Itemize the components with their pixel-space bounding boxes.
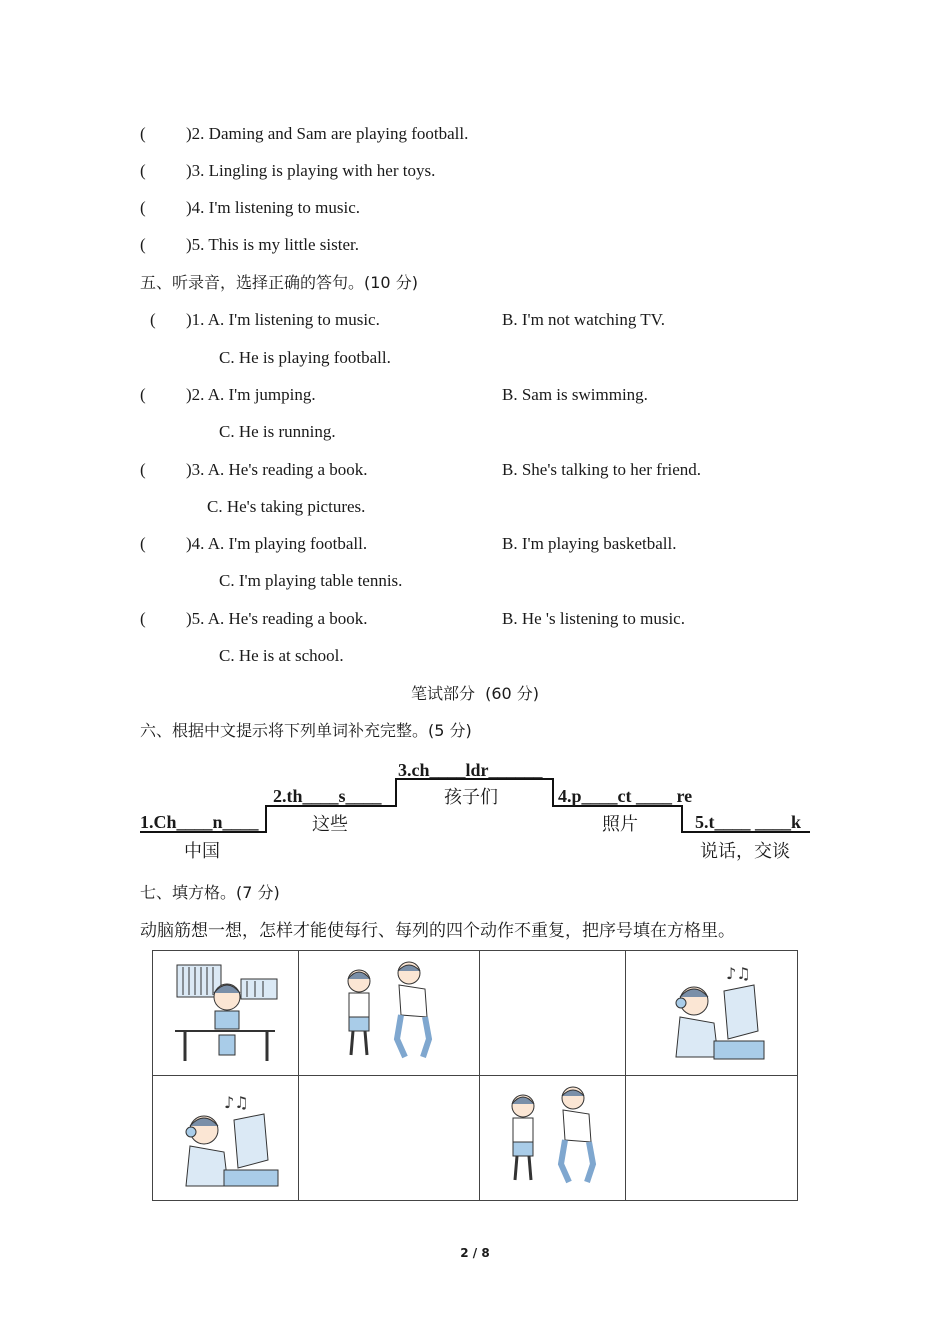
s5-q4-b: B. I'm playing basketball. (502, 534, 677, 553)
s4-item-4: ( )4. I'm listening to music. (140, 198, 361, 217)
grid-cell-empty-2[interactable] (299, 1076, 480, 1201)
word-2-hint: 这些 (312, 814, 348, 835)
s4-item-2: ( )2. Daming and Sam are playing football. (140, 124, 469, 143)
answer-paren[interactable]: ( (140, 124, 146, 143)
grid-cell-talking[interactable] (299, 951, 480, 1076)
s5-q1: ( )1. A. I'm listening to music. (150, 310, 380, 329)
s5-q1-c: C. He is playing football. (219, 348, 391, 367)
written-part-title: 笔试部分 (60 分) (410, 684, 540, 703)
grid-cell-music[interactable] (626, 951, 798, 1076)
s5-q2-c: C. He is running. (219, 422, 336, 441)
talking-people-icon (329, 959, 449, 1067)
word-5-hint: 说话，交谈 (700, 841, 790, 862)
s5-q3: ( )3. A. He's reading a book. (140, 460, 368, 479)
s5-q4: ( )4. A. I'm playing football. (140, 534, 368, 553)
answer-paren[interactable]: ( (140, 609, 146, 628)
svg-text:♪♫: ♪♫ (223, 1093, 249, 1112)
word-3[interactable]: 3.ch____ldr______ (398, 760, 543, 780)
s5-q5-c: C. He is at school. (219, 646, 344, 665)
word-4-hint: 照片 (602, 814, 638, 835)
answer-paren[interactable]: ( (140, 385, 146, 404)
boy-reading-icon (171, 961, 281, 1065)
grid-cell-empty-1[interactable] (480, 951, 626, 1076)
section5-heading: 五、听录音，选择正确的答句。(10 分) (140, 273, 418, 292)
action-grid (152, 950, 798, 1201)
answer-paren[interactable]: ( (140, 460, 146, 479)
s5-q3-b: B. She's talking to her friend. (502, 460, 702, 479)
s4-item-5: ( )5. This is my little sister. (140, 235, 360, 254)
word-1[interactable]: 1.Ch____n____ (140, 812, 259, 832)
word-5[interactable]: 5.t____ ____k (695, 812, 802, 832)
s5-q2: ( )2. A. I'm jumping. (140, 385, 316, 404)
section7-heading: 七、填方格。(7 分) (140, 883, 280, 902)
section6-heading: 六、根据中文提示将下列单词补充完整。(5 分) (140, 721, 472, 740)
answer-paren[interactable]: ( (150, 310, 156, 329)
listening-music-icon (168, 1086, 284, 1190)
word-4[interactable]: 4.p____ct ____ re (558, 786, 693, 806)
talking-people-icon (493, 1084, 613, 1192)
word-3-hint: 孩子们 (444, 787, 498, 808)
s5-q2-b: B. Sam is swimming. (502, 385, 648, 404)
s5-q5: ( )5. A. He's reading a book. (140, 609, 368, 628)
listening-music-icon (654, 961, 770, 1065)
grid-cell-talking-2[interactable] (480, 1076, 626, 1201)
answer-paren[interactable]: ( (140, 198, 146, 217)
s5-q1-b: B. I'm not watching TV. (502, 310, 665, 329)
word-2[interactable]: 2.th____s____ (273, 786, 382, 806)
page-number: 2 / 8 (460, 1246, 490, 1260)
grid-cell-reading[interactable] (153, 951, 299, 1076)
grid-cell-empty-3[interactable] (626, 1076, 798, 1201)
grid-cell-music-2[interactable] (153, 1076, 299, 1201)
s5-q5-b: B. He 's listening to music. (502, 609, 685, 628)
answer-paren[interactable]: ( (140, 235, 146, 254)
answer-paren[interactable]: ( (140, 534, 146, 553)
word-1-hint: 中国 (184, 841, 220, 862)
svg-text:♪♫: ♪♫ (725, 964, 751, 983)
section7-instruction: 动脑筋想一想，怎样才能使每行、每列的四个动作不重复，把序号填在方格里。 (140, 921, 735, 941)
s5-q4-c: C. I'm playing table tennis. (219, 571, 403, 590)
s5-q3-c: C. He's taking pictures. (207, 497, 366, 516)
s4-item-3: ( )3. Lingling is playing with her toys. (140, 161, 436, 180)
answer-paren[interactable]: ( (140, 161, 146, 180)
